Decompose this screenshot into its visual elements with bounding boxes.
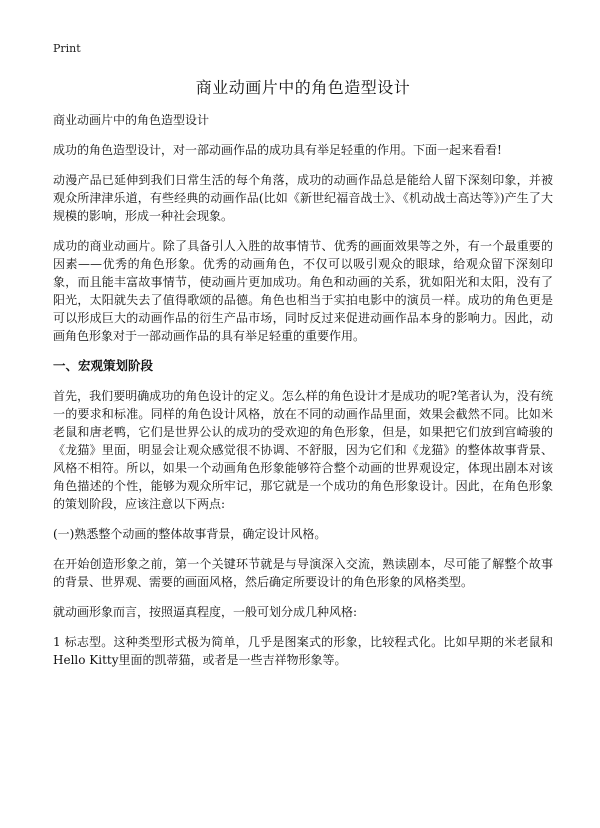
- document-subtitle: 商业动画片中的角色造型设计: [53, 113, 210, 127]
- paragraph: 在开始创造形象之前，第一个关键环节就是与导演深入交流，熟读剧本，尽可能了解整个故事的背景、世界观、需要的画面风格，然后确定所要设计的角色形象的风格类型。: [53, 557, 553, 589]
- paragraph: 成功的商业动画片。除了具备引人入胜的故事情节、优秀的画面效果等之外，有一个最重要的因素——优秀的角色形象。优秀的动画角色，不仅可以吸引观众的眼球，给观众留下深刻印象，而且能丰富故事情节，使动画片更加成功。角色和动画的关系，犹如阳光和太阳，没有了阳光，太阳就失去了值得歌颂的品德。角色也相当于实拍电影中的演员一样。成功的角色更是可以形成巨大的动画作品的衍生产品市场，同时反过来促进动画作品本身的影响力。因此，动画角色形象对于一部动画作品的具有举足轻重的重要作用。: [53, 239, 553, 343]
- print-label: Print: [53, 42, 81, 55]
- point-heading: (一)熟悉整个动画的整体故事背景，确定设计风格。: [53, 527, 327, 541]
- intro-paragraph: 成功的角色造型设计，对一部动画作品的成功具有举足轻重的作用。下面一起来看看!: [53, 143, 502, 157]
- paragraph: 动漫产品已延伸到我们日常生活的每个角落，成功的动画作品总是能给人留下深刻印象，并被观众所津津乐道，有些经典的动画作品(比如《新世纪福音战士》、《机动战士高达等》)产生了大规模的影响，形成一种社会现象。: [53, 173, 553, 223]
- section-heading: 一、宏观策划阶段: [53, 358, 154, 373]
- paragraph: 就动画形象而言，按照逼真程度，一般可划分成几种风格:: [53, 605, 358, 619]
- list-item: 1 标志型。这种类型形式极为简单，几乎是图案式的形象，比较程式化。比如早期的米老鼠和Hello Kitty里面的凯蒂猫，或者是一些吉祥物形象等。: [53, 635, 553, 667]
- document-title: 商业动画片中的角色造型设计: [195, 78, 411, 97]
- paragraph: 首先，我们要明确成功的角色设计的定义。怎么样的角色设计才是成功的呢?笔者认为，没有统一的要求和标准。同样的角色设计风格，放在不同的动画作品里面，效果会截然不同。比如米老鼠和唐老鸭，它们是世界公认的成功的受欢迎的角色形象，但是，如果把它们放到宫崎骏的《龙猫》里面，明显会让观众感觉很不协调、不舒服，因为它们和《龙猫》的整体故事背景、风格不相符。所以，如果一个动画角色形象能够符合整个动画的世界观设定，体现出剧本对该角色描述的个性，能够为观众所牢记，那它就是一个成功的角色形象设计。因此，在角色形象的策划阶段，应该注意以下两点:: [53, 389, 553, 511]
